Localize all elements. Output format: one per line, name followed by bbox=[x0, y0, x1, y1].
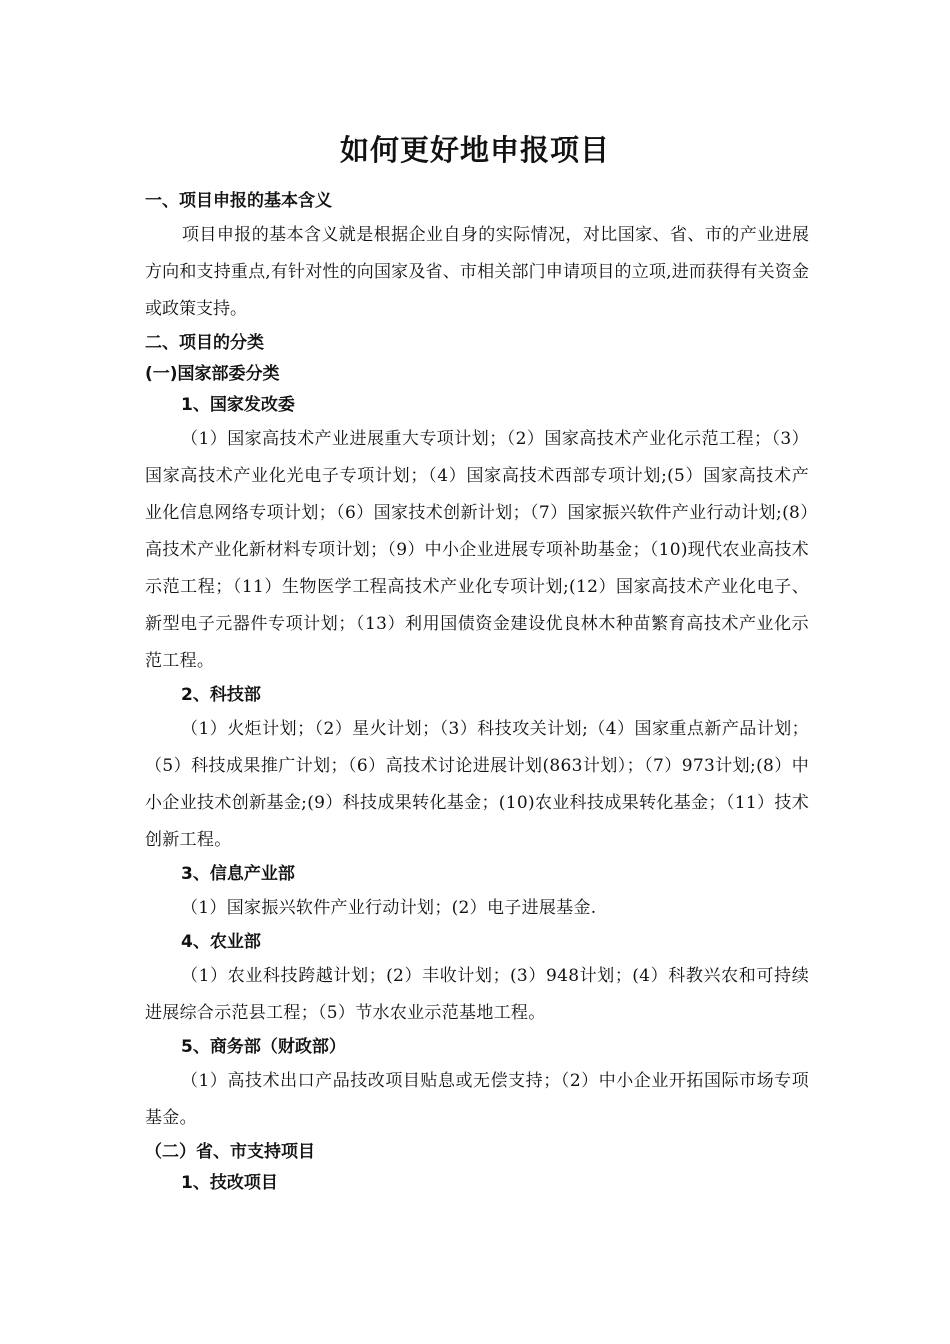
mii-programs-text: （1）国家振兴软件产业行动计划；(2）电子进展基金. bbox=[181, 898, 597, 918]
mofcom-heading: 5、商务部（财政部） bbox=[181, 1037, 346, 1057]
most-heading: 2、科技部 bbox=[181, 685, 261, 705]
tech-reform-heading: 1、技改项目 bbox=[181, 1173, 278, 1193]
section-1-heading: 一、项目申报的基本含义 bbox=[145, 191, 332, 211]
subsection-national-heading: (一)国家部委分类 bbox=[145, 364, 280, 384]
mii-heading: 3、信息产业部 bbox=[181, 864, 295, 884]
section-2-heading: 二、项目的分类 bbox=[145, 333, 264, 353]
moa-programs-text: （1）农业科技跨越计划；(2）丰收计划；(3）948计划；(4）科教兴农和可持续进展综合示范县工程；（5）节水农业示范基地工程。 bbox=[145, 966, 809, 1023]
document-title: 如何更好地申报项目 bbox=[339, 133, 610, 167]
most-programs-text: （1）火炬计划；（2）星火计划；（3）科技攻关计划;（4）国家重点新产品计划；（5）科技成果推广计划；（6）高技术讨论进展计划(863计划）；（7）973计划;(8）中小企业技术创新基金;(9）科技成果转化基金；(10)农业科技成果转化基金；（11）技术创新工程。 bbox=[145, 719, 809, 850]
section-1-paragraph: 项目申报的基本含义就是根据企业自身的实际情况，对比国家、省、市的产业进展方向和支持重点,有针对性的向国家及省、市相关部门申请项目的立项,进而获得有关资金或政策支持。 bbox=[145, 225, 809, 319]
ndrc-programs-text: （1）国家高技术产业进展重大专项计划；（2）国家高技术产业化示范工程；（3）国家高技术产业化光电子专项计划；（4）国家高技术西部专项计划;(5）国家高技术产业化信息网络专项计划；（6）国家技术创新计划；（7）国家振兴软件产业行动计划;(8）高技术产业化新材料专项计划；（9）中小企业进展专项补助基金；（10)现代农业高技术示范工程；（11）生物医学工程高技术产业化专项计划;(12）国家高技术产业化电子、新型电子元器件专项计划；（13）利用国债资金建设优良林木种苗繁育高技术产业化示范工程。 bbox=[145, 429, 809, 671]
moa-heading: 4、农业部 bbox=[181, 932, 261, 952]
ndrc-heading: 1、国家发改委 bbox=[181, 395, 295, 415]
document-body bbox=[145, 186, 809, 1199]
mofcom-programs-text: （1）高技术出口产品技改项目贴息或无偿支持；（2）中小企业开拓国际市场专项基金。 bbox=[145, 1071, 809, 1128]
subsection-provincial-heading: （二）省、市支持项目 bbox=[145, 1142, 315, 1162]
